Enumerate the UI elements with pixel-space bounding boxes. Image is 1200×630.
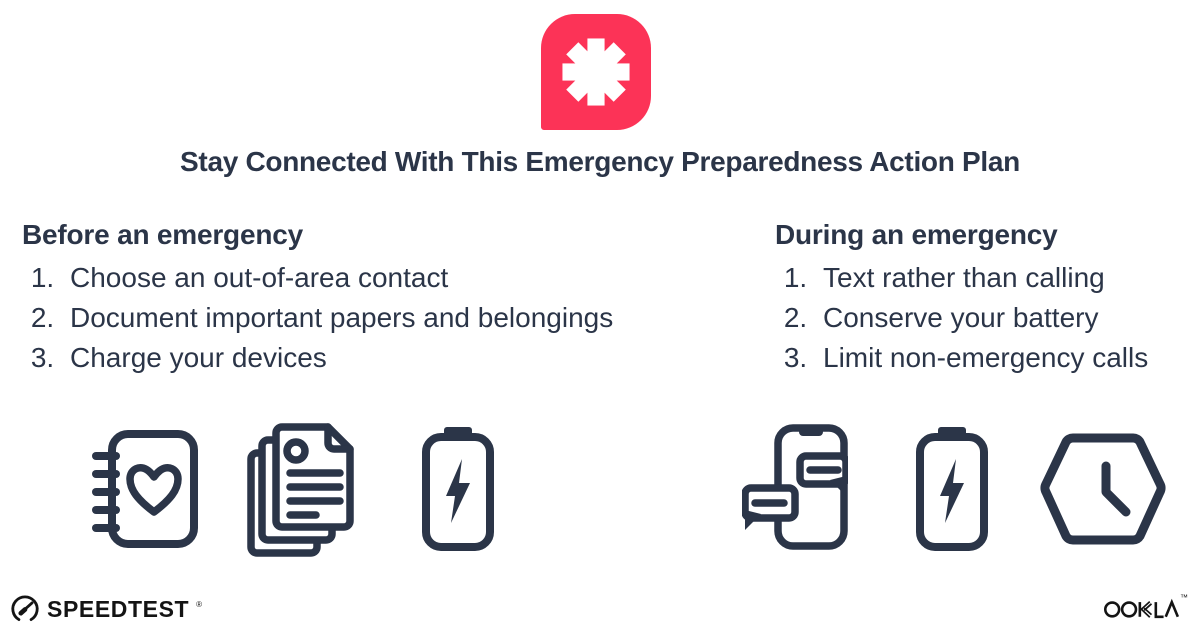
list-item: 1. Choose an out-of-area contact [62,258,722,298]
list-item: 3. Limit non-emergency calls [815,338,1195,378]
during-heading: During an emergency [775,219,1058,250]
page-title: Stay Connected With This Emergency Preparedness Action Plan [180,146,1020,177]
list-item: 2. Conserve your battery [815,298,1195,338]
battery-charging-icon [421,426,495,552]
ookla-wordmark-icon [1104,597,1180,621]
emergency-asterisk-icon [557,33,635,111]
list-item: 2. Document important papers and belongings [62,298,722,338]
before-list [22,258,722,378]
ookla-trademark: ™ [1180,593,1188,602]
list-item: 3. Charge your devices [62,338,722,378]
list-item: 1. Text rather than calling [815,258,1195,298]
clock-hexagon-icon [1040,430,1166,548]
before-heading: Before an emergency [22,219,303,250]
during-list [775,258,1195,378]
section-during-emergency [775,219,1195,378]
phone-text-messages-icon [742,424,848,554]
speedtest-logo [10,594,202,624]
speedtest-wordmark: SPEEDTEST [47,596,190,622]
important-papers-stack-icon [246,423,358,557]
ookla-logo [1104,593,1188,621]
speedtest-trademark: ® [196,600,203,609]
speedtest-gauge-icon [10,594,40,624]
battery-charging-icon [915,426,989,552]
emergency-badge-tile [541,14,651,130]
section-before-emergency [22,219,722,378]
contact-book-heart-icon [88,428,200,550]
